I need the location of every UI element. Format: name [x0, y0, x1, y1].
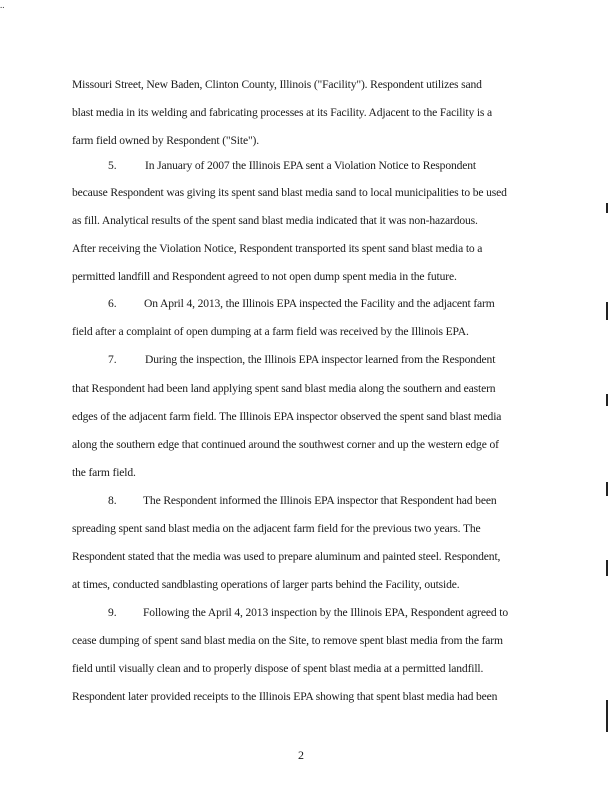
text-line: the farm field. — [72, 466, 136, 479]
text-line: Missouri Street, New Baden, Clinton County, Illinois ("Facility"). Respondent utilizes sand — [72, 78, 482, 91]
page-number: 2 — [298, 748, 304, 762]
text-line: that Respondent had been land applying spent sand blast media along the southern and eastern — [72, 382, 496, 395]
paragraph-number-5: 5. — [108, 159, 117, 172]
text-line: cease dumping of spent sand blast media on the Site, to remove spent blast media from the farm — [72, 634, 503, 647]
text-line: The Respondent informed the Illinois EPA inspector that Respondent had been — [143, 494, 497, 507]
text-line: field until visually clean and to properly dispose of spent blast media at a permitted landfill. — [72, 662, 484, 675]
text-line: blast media in its welding and fabricating processes at its Facility. Adjacent to the Facility is a — [72, 106, 493, 119]
text-line: During the inspection, the Illinois EPA inspector learned from the Respondent — [145, 353, 496, 366]
scan-edge-mark — [606, 560, 608, 576]
text-line: permitted landfill and Respondent agreed to not open dump spent media in the future. — [72, 270, 457, 283]
text-line: along the southern edge that continued around the southwest corner and up the western edge of — [72, 438, 499, 451]
text-line: at times, conducted sandblasting operations of larger parts behind the Facility, outside. — [72, 578, 460, 591]
text-line: farm field owned by Respondent ("Site"). — [72, 134, 259, 147]
text-line: After receiving the Violation Notice, Respondent transported its spent sand blast media to a — [72, 242, 483, 255]
text-line: Respondent stated that the media was used to prepare aluminum and painted steel. Respondent, — [72, 550, 501, 563]
scan-edge-mark — [606, 302, 608, 320]
text-line: Following the April 4, 2013 inspection by the Illinois EPA, Respondent agreed to — [143, 606, 508, 619]
scan-corner-mark: .. — [0, 0, 5, 10]
paragraph-number-7: 7. — [108, 353, 117, 366]
text-line: field after a complaint of open dumping at a farm field was received by the Illinois EPA. — [72, 325, 469, 338]
paragraph-number-6: 6. — [108, 297, 117, 310]
text-line: Respondent later provided receipts to the Illinois EPA showing that spent blast media had been — [72, 690, 498, 703]
text-line: as fill. Analytical results of the spent sand blast media indicated that it was non-hazardous. — [72, 214, 478, 227]
text-line: In January of 2007 the Illinois EPA sent a Violation Notice to Respondent — [145, 159, 476, 172]
text-line: edges of the adjacent farm field. The Illinois EPA inspector observed the spent sand blast media — [72, 410, 502, 423]
scan-edge-mark — [606, 482, 608, 496]
scan-edge-mark — [606, 700, 608, 732]
paragraph-number-9: 9. — [108, 606, 117, 619]
paragraph-number-8: 8. — [108, 494, 117, 507]
scan-edge-mark — [606, 203, 608, 213]
scan-edge-mark — [606, 394, 608, 406]
text-line: spreading spent sand blast media on the adjacent farm field for the previous two years. The — [72, 522, 481, 535]
text-line: On April 4, 2013, the Illinois EPA inspected the Facility and the adjacent farm — [144, 297, 495, 310]
text-line: because Respondent was giving its spent sand blast media sand to local municipalities to be used — [72, 186, 507, 199]
